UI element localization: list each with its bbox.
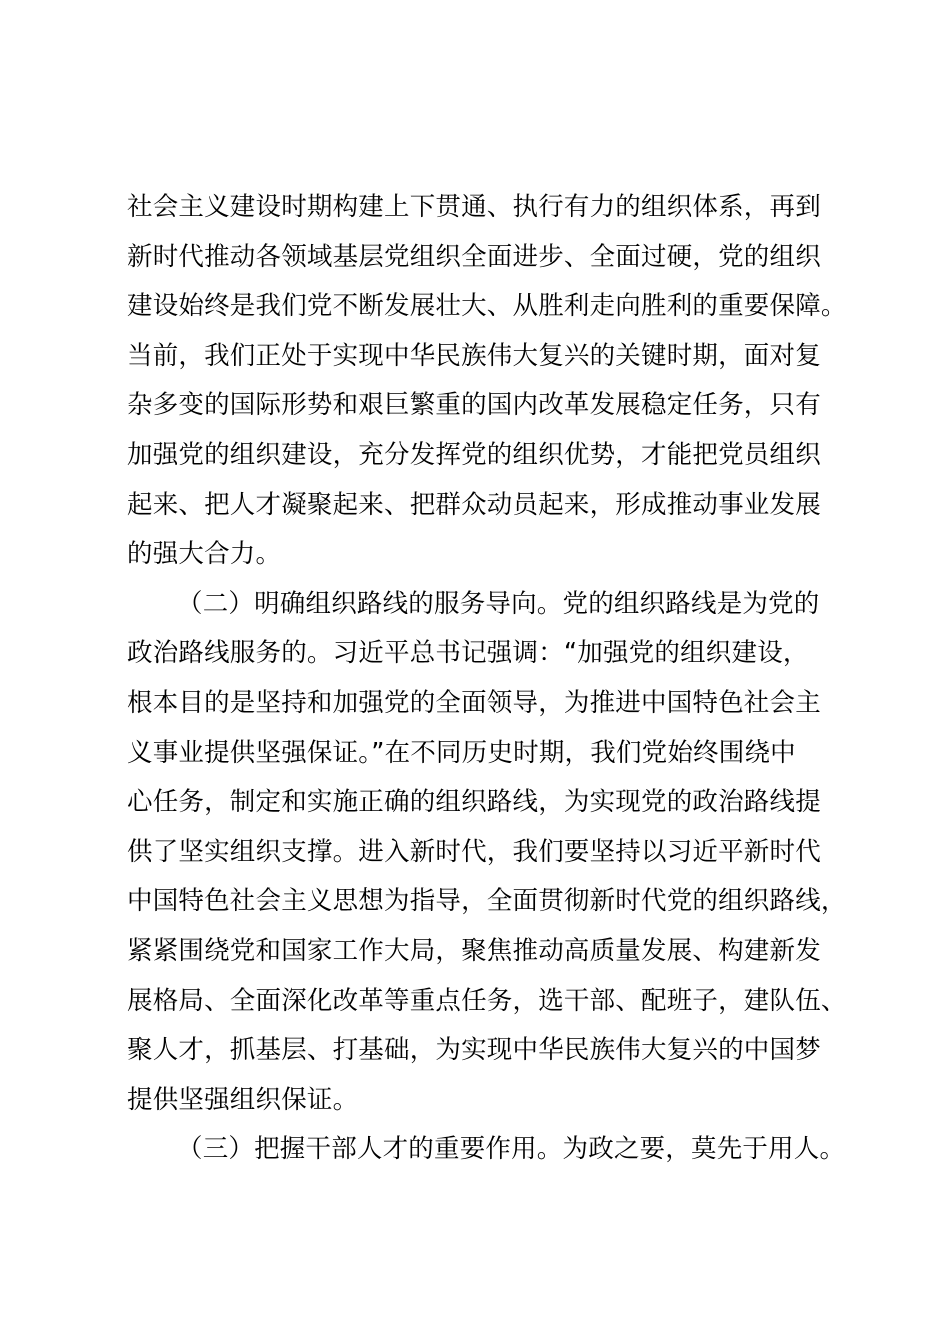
section-heading-line: （二）明确组织路线的服务导向。党的组织路线是为党的 xyxy=(177,588,820,619)
text-line: 社会主义建设时期构建上下贯通、执行有力的组织体系，再到 xyxy=(127,192,821,222)
text-line: 供了坚实组织支撑。进入新时代，我们要坚持以习近平新时代 xyxy=(127,836,821,867)
text-line: 聚人才，抓基层、打基础，为实现中华民族伟大复兴的中国梦 xyxy=(127,1035,821,1066)
text-line: 义事业提供坚强保证。”在不同历史时期，我们党始终围绕中 xyxy=(127,737,796,768)
body-text xyxy=(127,183,857,1175)
text-line: 加强党的组织建设，充分发挥党的组织优势，才能把党员组织 xyxy=(127,439,821,470)
section-heading-line: （三）把握干部人才的重要作用。为政之要，莫先于用人。 xyxy=(177,1134,846,1165)
text-line: 的强大合力。 xyxy=(127,539,282,570)
text-line: 当前，我们正处于实现中华民族伟大复兴的关键时期，面对复 xyxy=(127,340,821,371)
text-line: 提供坚强组织保证。 xyxy=(127,1084,359,1115)
text-line: 政治路线服务的。习近平总书记强调：“加强党的组织建设， xyxy=(127,638,809,669)
text-line: 展格局、全面深化改革等重点任务，选干部、配班子，建队伍、 xyxy=(127,985,847,1016)
text-line: 中国特色社会主义思想为指导，全面贯彻新时代党的组织路线， xyxy=(127,886,847,917)
text-line: 心任务，制定和实施正确的组织路线，为实现党的政治路线提 xyxy=(127,787,821,818)
text-line: 建设始终是我们党不断发展壮大、从胜利走向胜利的重要保障。 xyxy=(127,291,847,322)
text-line: 杂多变的国际形势和艰巨繁重的国内改革发展稳定任务，只有 xyxy=(127,390,821,421)
text-line: 新时代推动各领域基层党组织全面进步、全面过硬，党的组织 xyxy=(127,241,821,272)
text-line: 紧紧围绕党和国家工作大局，聚焦推动高质量发展、构建新发 xyxy=(127,935,821,966)
text-line: 起来、把人才凝聚起来、把群众动员起来，形成推动事业发展 xyxy=(127,489,821,520)
text-line: 根本目的是坚持和加强党的全面领导，为推进中国特色社会主 xyxy=(127,687,821,718)
